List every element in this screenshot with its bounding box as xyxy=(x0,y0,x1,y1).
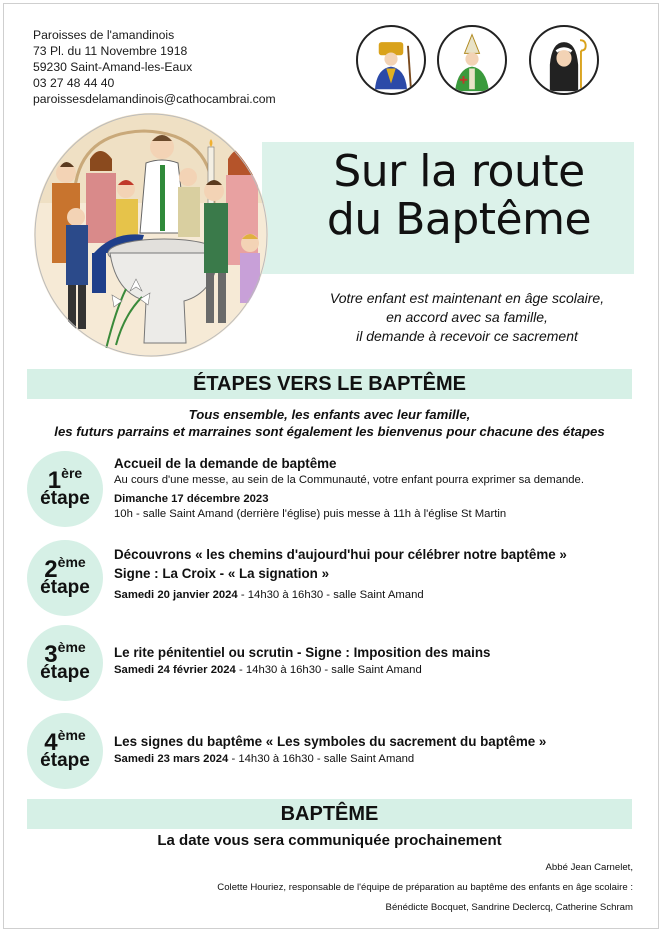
title-line-2: du Baptême xyxy=(326,194,592,245)
saint-martin-medal-icon xyxy=(437,25,507,95)
signatures xyxy=(217,858,633,918)
parish-phone: 03 27 48 44 40 xyxy=(33,76,115,90)
step-2-content xyxy=(114,545,634,603)
page-title xyxy=(300,148,618,244)
step-2-title-2: Signe : La Croix - « La signation » xyxy=(114,566,330,581)
step-3-number: 3 xyxy=(44,641,58,668)
step-1-date: Dimanche 17 décembre 2023 xyxy=(114,493,269,505)
step-1-number: 1 xyxy=(47,467,62,494)
parish-city: 59230 Saint-Amand-les-Eaux xyxy=(33,60,193,74)
contact-block xyxy=(33,27,276,107)
step-2-badge xyxy=(27,540,103,616)
step-3-title: Le rite pénitentiel ou scrutin - Signe : Imposition des mains xyxy=(114,645,491,660)
step-3-date: Samedi 24 février 2024 xyxy=(114,664,236,676)
step-1-word: étape xyxy=(40,488,90,509)
step-2-date: Samedi 20 janvier 2024 xyxy=(114,589,238,601)
step-3-word: étape xyxy=(40,662,90,683)
step-3-detail: - 14h30 à 16h30 - salle Saint Amand xyxy=(235,664,422,676)
step-4-word: étape xyxy=(40,750,90,771)
intro-line-1: Tous ensemble, les enfants avec leur famille, xyxy=(188,407,471,422)
step-1-desc: Au cours d'une messe, au sein de la Communauté, votre enfant pourra exprimer sa demande. xyxy=(114,474,584,486)
step-4-number: 4 xyxy=(44,729,58,756)
step-4-title: Les signes du baptême « Les symboles du sacrement du baptême » xyxy=(114,734,547,749)
step-4-date: Samedi 23 mars 2024 xyxy=(114,753,229,765)
subtitle xyxy=(300,289,634,346)
step-4-badge xyxy=(27,713,103,789)
title-line-1: Sur la route xyxy=(333,146,585,197)
subtitle-line-3: il demande à recevoir ce sacrement xyxy=(356,328,578,344)
step-3-suffix: ème xyxy=(57,639,86,655)
parish-street: 73 Pl. du 11 Novembre 1918 xyxy=(33,44,188,58)
step-2-word: étape xyxy=(40,577,90,598)
sainte-rictrude-medal-icon xyxy=(529,25,599,95)
step-4-content xyxy=(114,732,634,767)
etapes-intro xyxy=(27,406,632,440)
step-1-suffix: ère xyxy=(61,465,83,481)
baptism-scene-illustration-icon xyxy=(34,113,268,358)
step-1-detail: 10h - salle Saint Amand (derrière l'église) puis messe à 11h à l'église St Martin xyxy=(114,508,507,520)
bapteme-date-note: La date vous sera communiquée prochainement xyxy=(157,832,502,849)
subtitle-line-2: en accord avec sa famille, xyxy=(386,309,548,325)
etapes-heading: ÉTAPES VERS LE BAPTÊME xyxy=(27,369,632,399)
step-4-suffix: ème xyxy=(57,727,86,743)
step-4-detail: - 14h30 à 16h30 - salle Saint Amand xyxy=(228,753,415,765)
signature-line-3: Bénédicte Bocquet, Sandrine Declercq, Catherine Schram xyxy=(385,902,633,913)
bapteme-heading: BAPTÊME xyxy=(27,799,632,829)
step-2-detail: - 14h30 à 16h30 - salle Saint Amand xyxy=(237,589,424,601)
step-3-badge xyxy=(27,625,103,701)
step-1-title: Accueil de la demande de baptême xyxy=(114,456,337,471)
saint-amand-medal-icon xyxy=(356,25,426,95)
parish-email[interactable]: paroissesdelamandinois@cathocambrai.com xyxy=(33,92,276,106)
step-1-content xyxy=(114,454,634,522)
step-3-content xyxy=(114,643,634,678)
step-2-number: 2 xyxy=(44,556,58,583)
step-2-suffix: ème xyxy=(57,554,86,570)
parish-name: Paroisses de l'amandinois xyxy=(33,28,175,42)
subtitle-line-1: Votre enfant est maintenant en âge scolaire, xyxy=(329,290,605,306)
intro-line-2: les futurs parrains et marraines sont également les bienvenus pour chacune des étapes xyxy=(54,424,605,439)
step-1-badge xyxy=(27,451,103,527)
signature-line-2: Colette Houriez, responsable de l'équipe de préparation au baptême des enfants en âge scolaire : xyxy=(217,882,633,893)
step-2-title: Découvrons « les chemins d'aujourd'hui pour célébrer notre baptême » xyxy=(114,547,567,562)
signature-line-1: Abbé Jean Carnelet, xyxy=(545,862,633,873)
